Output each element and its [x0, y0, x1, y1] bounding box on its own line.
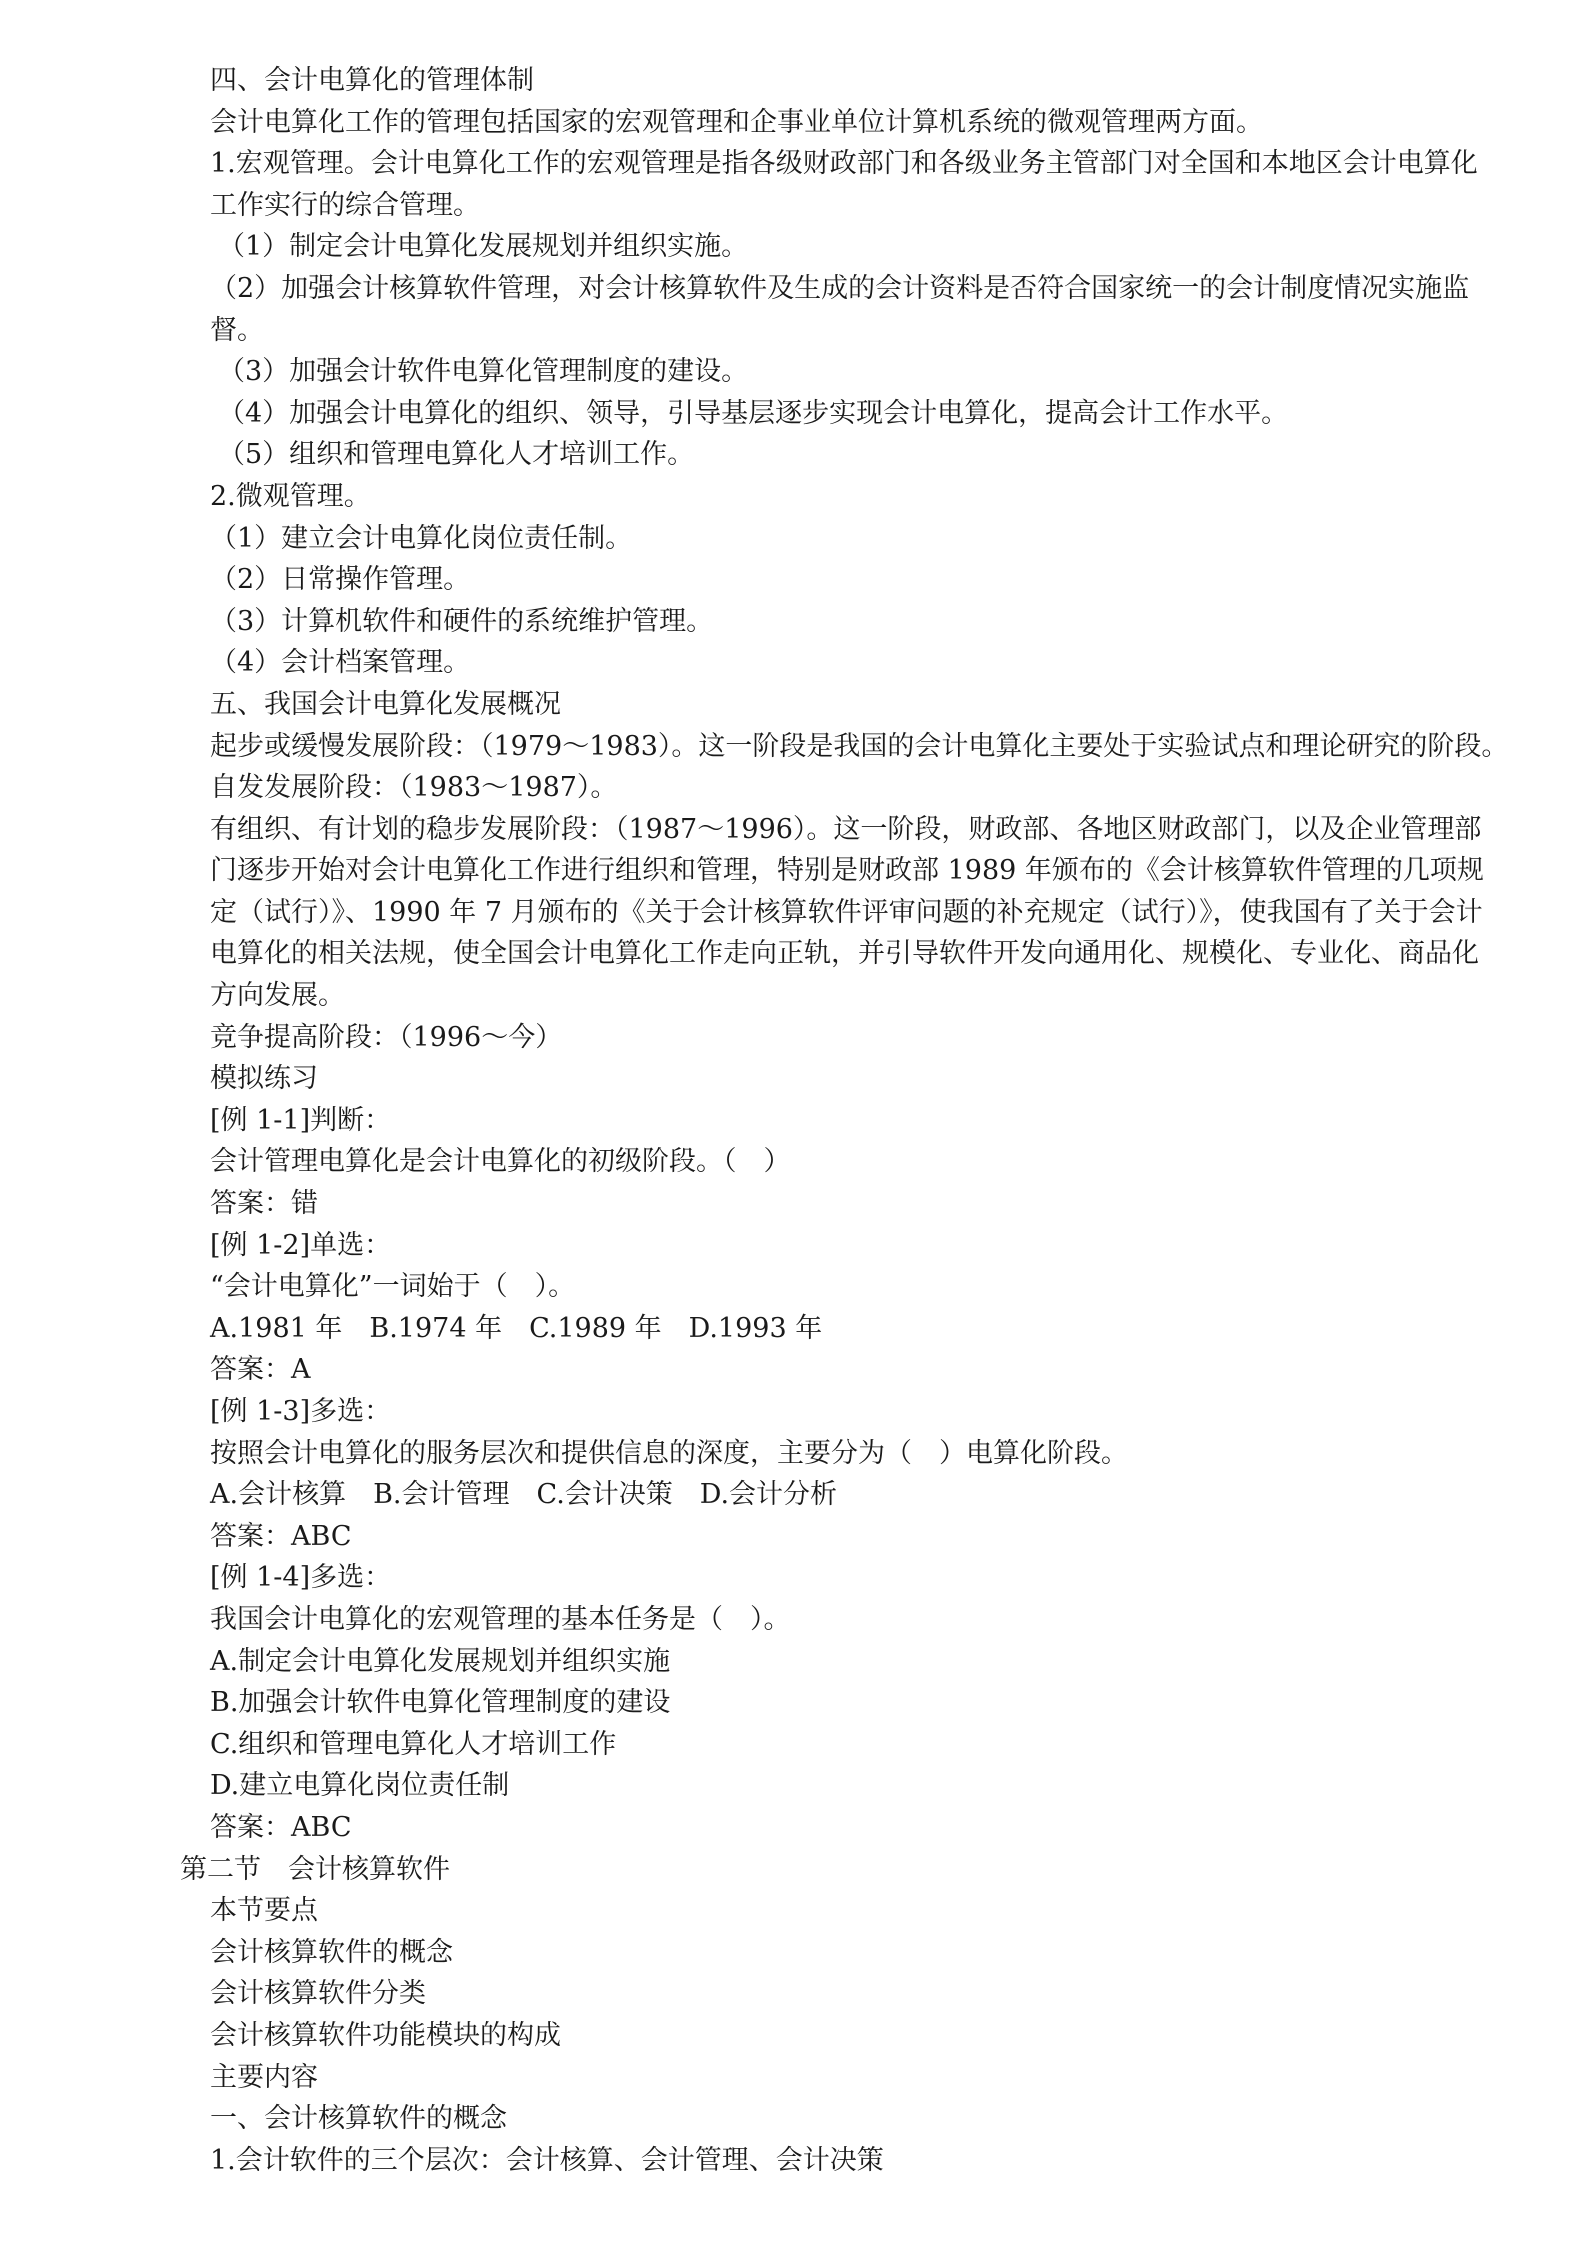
- paragraph: 自发发展阶段：（1983～1987）。: [210, 772, 618, 804]
- paragraph: 按照会计电算化的服务层次和提供信息的深度，主要分为（ ）电算化阶段。: [210, 1437, 1128, 1469]
- list-item: （4）会计档案管理。: [210, 647, 471, 679]
- paragraph: 有组织、有计划的稳步发展阶段：（1987～1996）。这一阶段，财政部、各地区财政部门，以及企业管理部门逐步开始对会计电算化工作进行组织和管理，特别是财政部 1989 年颁布的《会计核算软件管理的几项规定（试行）》、1990 年 7 月颁布的《关于会计核算软件评审问题的补充规定（试行）》，使我国有了关于会计电算化的相关法规，使全国会计电算化工作走向正轨，并引导软件开发向通用化、规模化、专业化、商品化方向发展。: [210, 813, 1484, 1012]
- list-item: （3）加强会计软件电算化管理制度的建设。: [218, 356, 749, 388]
- list-item: （5）组织和管理电算化人才培训工作。: [218, 439, 695, 471]
- paragraph: A.制定会计电算化发展规划并组织实施: [210, 1645, 671, 1677]
- paragraph: [例 1-1]判断：: [210, 1104, 392, 1136]
- paragraph: A.1981 年 B.1974 年 C.1989 年 D.1993 年: [210, 1312, 823, 1344]
- paragraph: 2.微观管理。: [210, 480, 371, 512]
- list-item: （4）加强会计电算化的组织、领导，引导基层逐步实现会计电算化，提高会计工作水平。: [218, 397, 1289, 429]
- paragraph: [例 1-2]单选：: [210, 1229, 392, 1261]
- paragraph: 模拟练习: [210, 1063, 318, 1095]
- paragraph: 会计管理电算化是会计电算化的初级阶段。（ ）: [210, 1146, 791, 1178]
- list-item: （3）计算机软件和硬件的系统维护管理。: [210, 605, 714, 637]
- paragraph: 会计核算软件分类: [210, 1978, 426, 2010]
- paragraph: 我国会计电算化的宏观管理的基本任务是（ ）。: [210, 1603, 791, 1635]
- paragraph: 1.宏观管理。会计电算化工作的宏观管理是指各级财政部门和各级业务主管部门对全国和本地区会计电算化工作实行的综合管理。: [210, 148, 1478, 221]
- paragraph: [例 1-4]多选：: [210, 1562, 392, 1594]
- list-item: （2）日常操作管理。: [210, 564, 471, 596]
- paragraph: “会计电算化”一词始于（ ）。: [210, 1271, 576, 1303]
- paragraph: （2）加强会计核算软件管理，对会计核算软件及生成的会计资料是否符合国家统一的会计制度情况实施监督。: [210, 272, 1470, 346]
- section-heading: 五、我国会计电算化发展概况: [210, 688, 561, 720]
- paragraph: 答案：ABC: [210, 1811, 352, 1843]
- paragraph: 会计核算软件的概念: [210, 1936, 453, 1968]
- chapter-section-title: 第二节 会计核算软件: [180, 1853, 450, 1885]
- paragraph: D.建立电算化岗位责任制: [210, 1770, 510, 1802]
- paragraph: A.会计核算 B.会计管理 C.会计决策 D.会计分析: [210, 1479, 838, 1511]
- paragraph: B.加强会计软件电算化管理制度的建设: [210, 1687, 671, 1719]
- paragraph: [例 1-3]多选：: [210, 1396, 392, 1427]
- paragraph: C.组织和管理电算化人才培训工作: [210, 1728, 617, 1760]
- paragraph: 本节要点: [210, 1895, 318, 1927]
- paragraph: 竞争提高阶段：（1996～今）: [210, 1021, 563, 1053]
- paragraph: 答案：ABC: [210, 1520, 352, 1552]
- paragraph: 答案：错: [210, 1188, 318, 1220]
- paragraph: 答案：A: [210, 1354, 311, 1386]
- paragraph: 起步或缓慢发展阶段：（1979～1983）。这一阶段是我国的会计电算化主要处于实验试点和理论研究的阶段。: [210, 730, 1509, 762]
- list-item: （1）建立会计电算化岗位责任制。: [210, 522, 633, 554]
- paragraph: 1.会计软件的三个层次：会计核算、会计管理、会计决策: [210, 2144, 884, 2176]
- paragraph: 一、会计核算软件的概念: [210, 2103, 507, 2135]
- paragraph: 会计核算软件功能模块的构成: [210, 2019, 561, 2051]
- list-item: （1）制定会计电算化发展规划并组织实施。: [218, 231, 749, 263]
- paragraph: 主要内容: [210, 2061, 318, 2093]
- section-heading: 四、会计电算化的管理体制: [210, 65, 534, 96]
- paragraph: 会计电算化工作的管理包括国家的宏观管理和企事业单位计算机系统的微观管理两方面。: [210, 106, 1263, 138]
